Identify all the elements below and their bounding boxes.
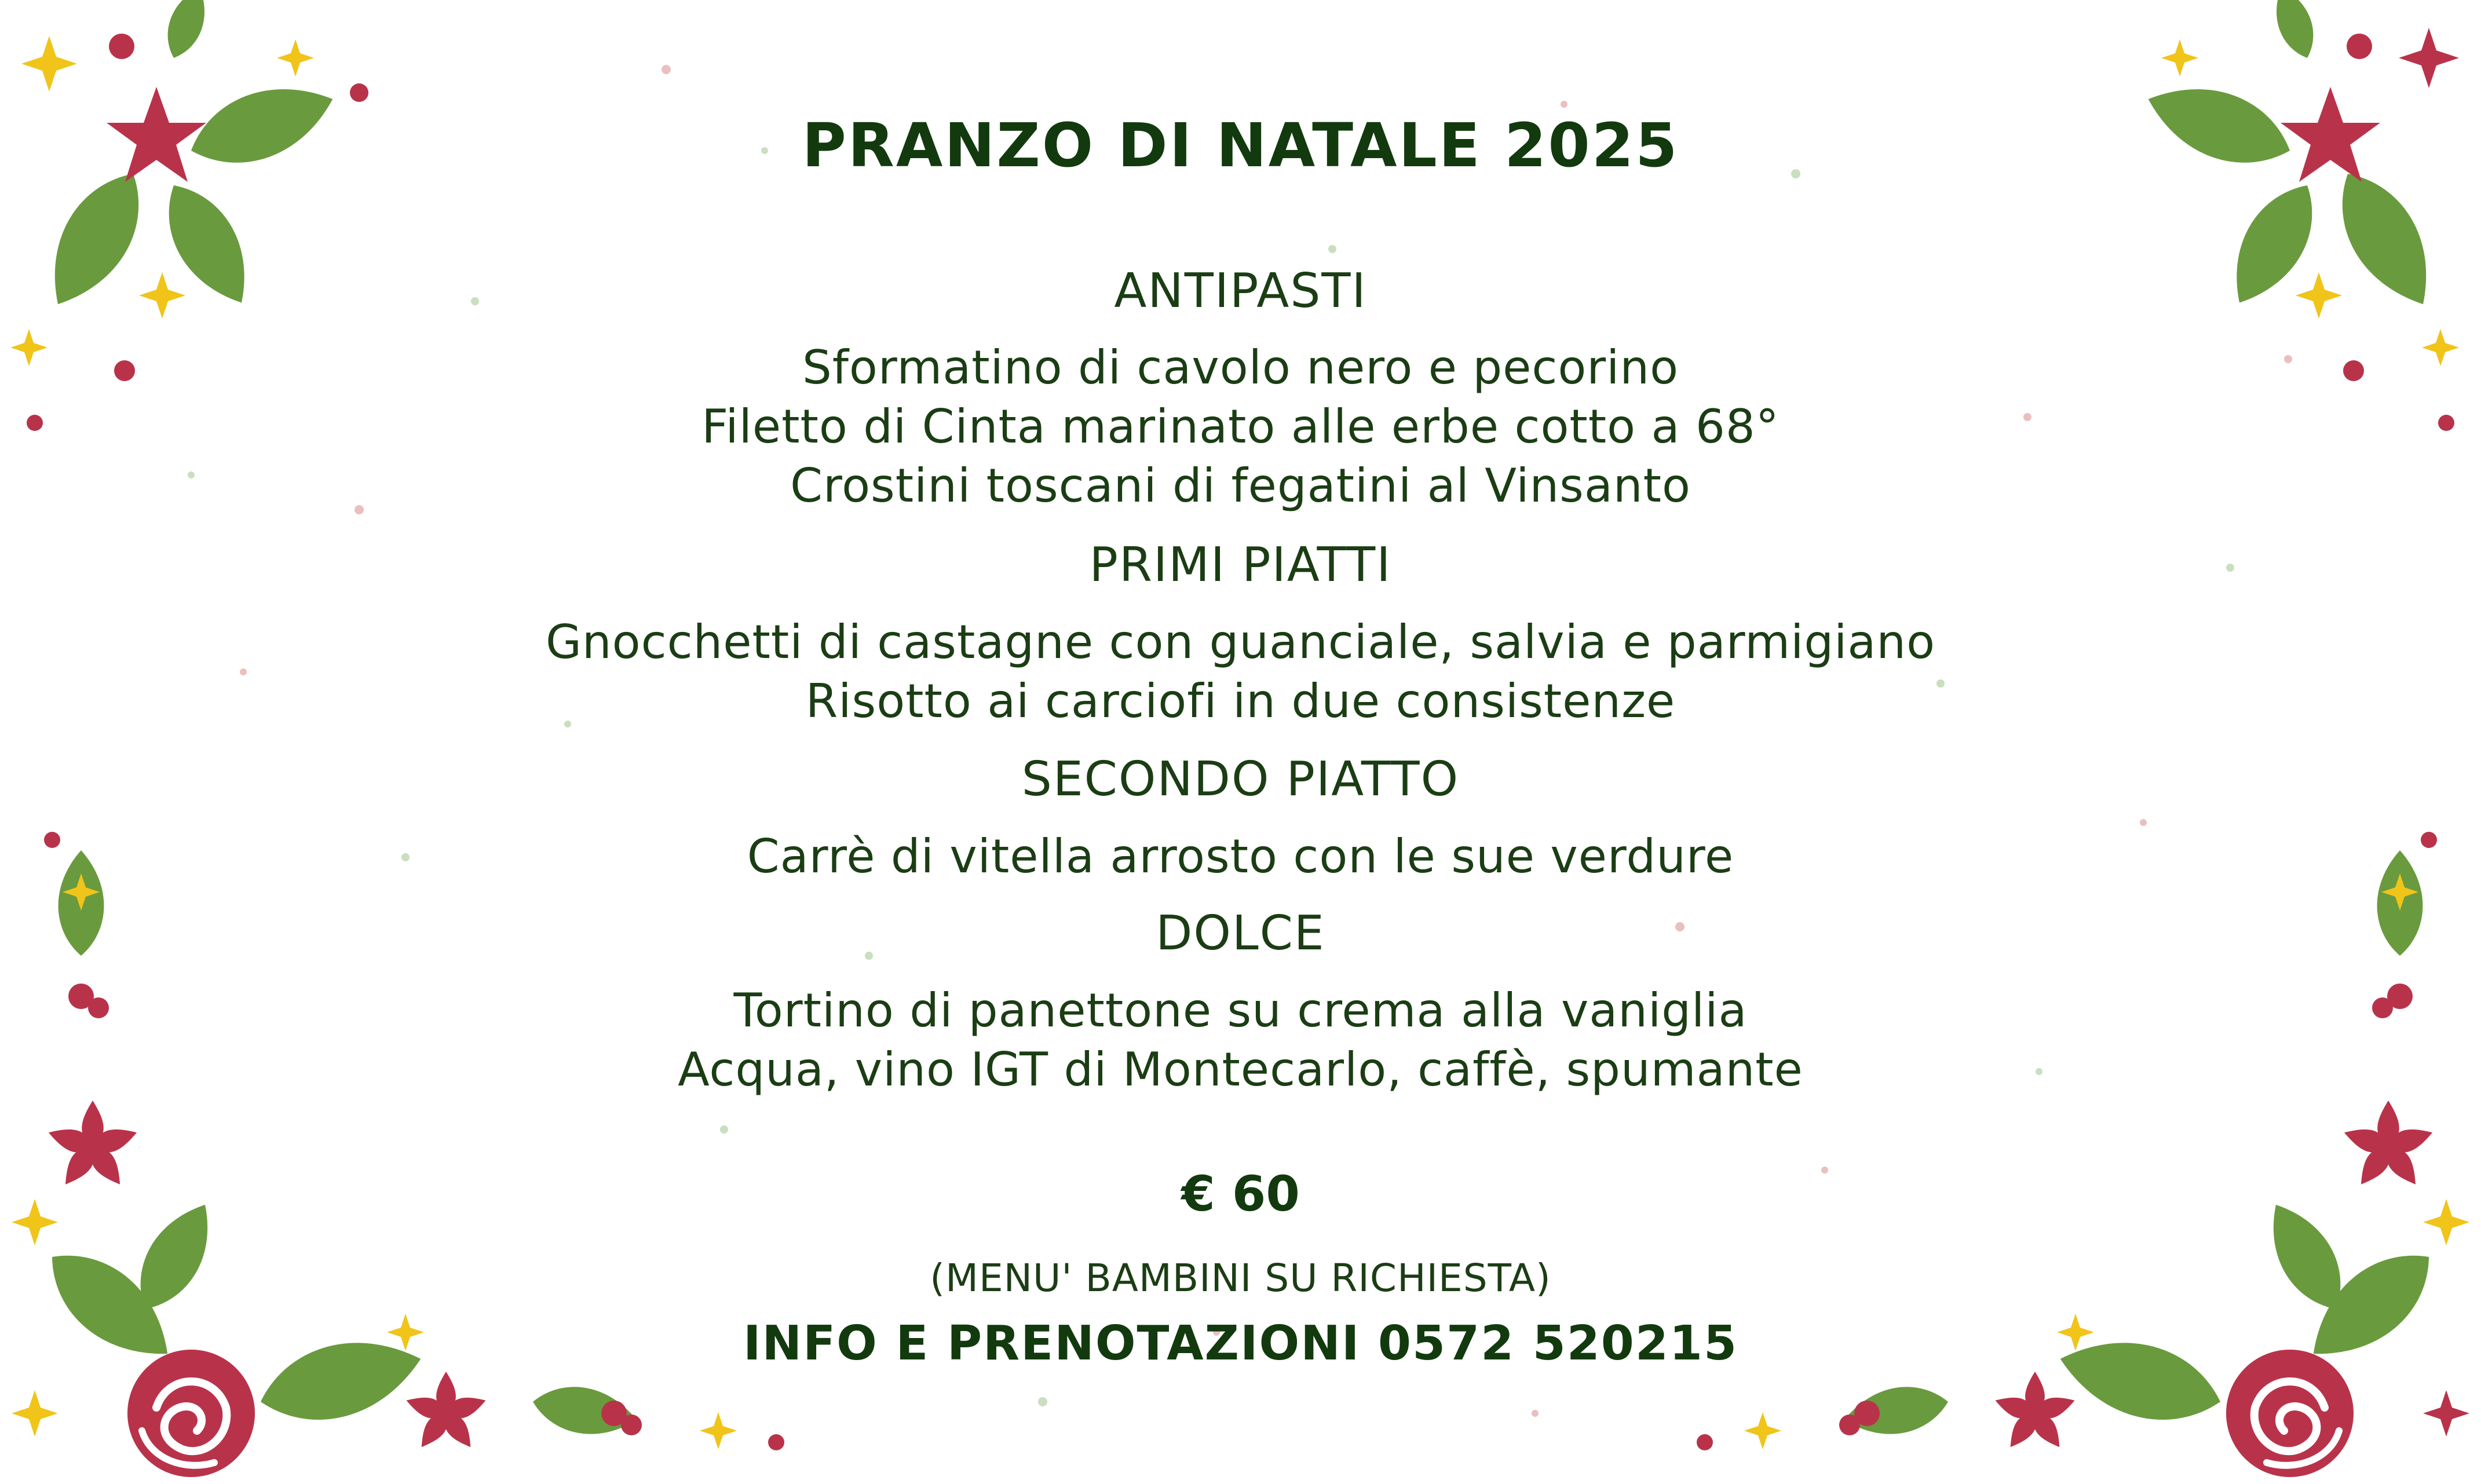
section-heading-secondo-piatto: SECONDO PIATTO xyxy=(1021,752,1460,807)
booking-contact: INFO E PRENOTAZIONI 0572 520215 xyxy=(743,1316,1738,1371)
menu-item: Carrè di vitella arrosto con le sue verdure xyxy=(747,829,1734,883)
section-heading-antipasti: ANTIPASTI xyxy=(1114,264,1367,319)
menu-price: € 60 xyxy=(1181,1165,1300,1222)
menu-title: PRANZO DI NATALE 2025 xyxy=(802,110,1679,181)
kids-menu-note: (MENU' BAMBINI SU RICHIESTA) xyxy=(930,1256,1551,1300)
menu-item: Risotto ai carciofi in due consistenze xyxy=(805,674,1676,728)
menu-item: Filetto di Cinta marinato alle erbe cotto a 68° xyxy=(701,400,1780,454)
menu-item: Sformatino di cavolo nero e pecorino xyxy=(802,341,1679,394)
menu-item: Tortino di panettone su crema alla vaniglia xyxy=(733,984,1748,1037)
section-heading-dolce: DOLCE xyxy=(1156,906,1325,961)
menu-item: Acqua, vino IGT di Montecarlo, caffè, spumante xyxy=(678,1043,1803,1096)
menu-item: Gnocchetti di castagne con guanciale, salvia e parmigiano xyxy=(545,615,1936,669)
section-heading-primi-piatti: PRIMI PIATTI xyxy=(1089,538,1392,593)
menu-item: Crostini toscani di fegatini al Vinsanto xyxy=(790,459,1691,513)
